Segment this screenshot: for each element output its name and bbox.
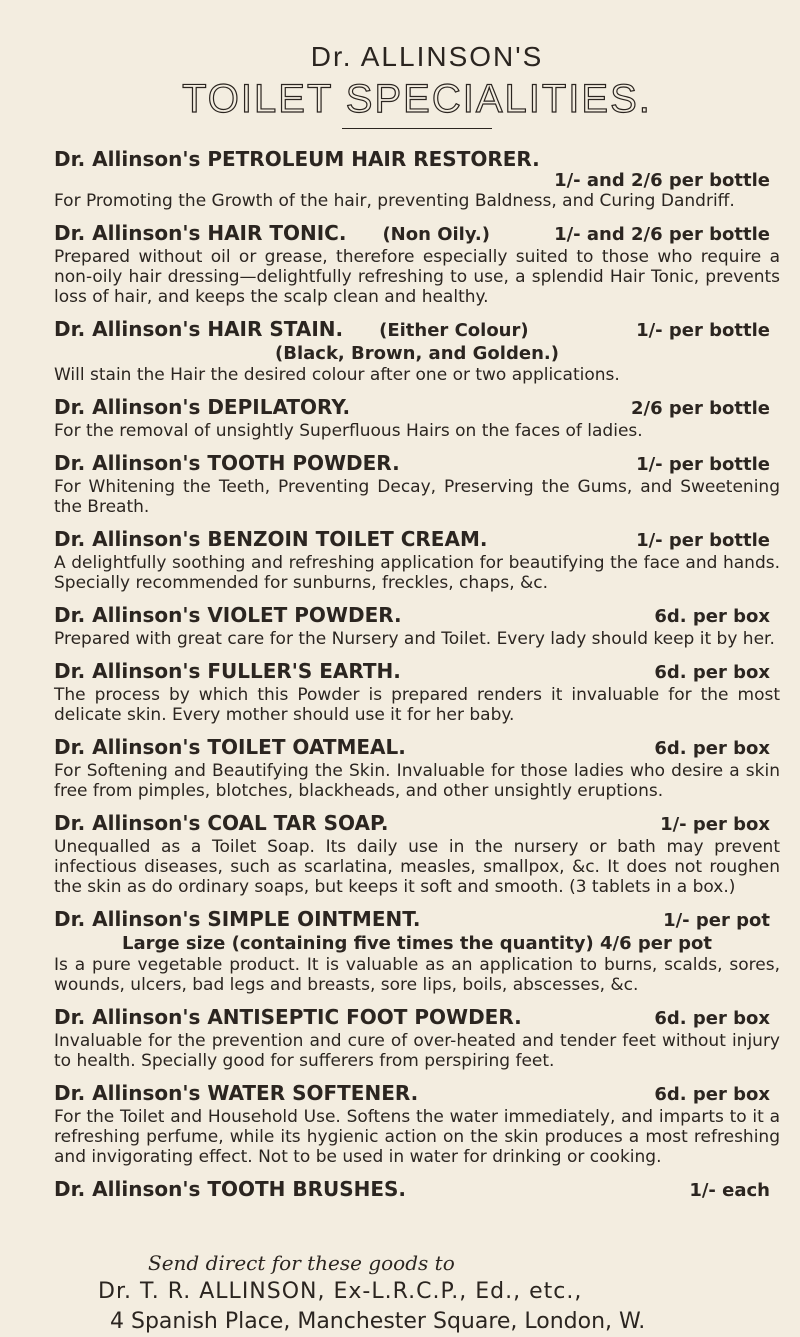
product-entry: [54, 527, 780, 593]
product-name: Dr. Allinson's SIMPLE OINTMENT.: [54, 907, 421, 931]
product-description: For the Toilet and Household Use. Softens the water immediately, and imparts to it a refreshing perfume, while its hygienic action on the skin produces a most refreshing and invigorating effect. Not to be used in water for drinking or cooking.: [54, 1107, 780, 1167]
product-entry: [54, 1081, 780, 1167]
product-price: 1/- per bottle: [636, 320, 770, 341]
product-entry: [54, 1177, 780, 1203]
product-entry: [54, 603, 780, 649]
page-title: TOILET SPECIALITIES.: [182, 77, 652, 121]
product-description: For Softening and Beautifying the Skin. Invaluable for those ladies who desire a skin free from pimples, blotches, blackheads, and other unsightly eruptions.: [54, 761, 780, 801]
product-entry: [54, 317, 780, 385]
product-price: 6d. per box: [654, 606, 770, 627]
product-title-line: [54, 1005, 780, 1031]
product-name: Dr. Allinson's ANTISEPTIC FOOT POWDER.: [54, 1005, 522, 1029]
product-price: 6d. per box: [654, 1084, 770, 1105]
product-price: 1/- per bottle: [636, 454, 770, 475]
product-title-line: [54, 735, 780, 761]
product-name: Dr. Allinson's WATER SOFTENER.: [54, 1081, 419, 1105]
product-price: 1/- per bottle: [636, 530, 770, 551]
product-title-line: [54, 221, 780, 247]
product-note: (Non Oily.): [382, 224, 490, 245]
product-price: 1/- and 2/6 per bottle: [554, 224, 770, 245]
product-price: 1/- per pot: [663, 910, 770, 931]
contact-name: Dr. T. R. ALLINSON, Ex-L.R.C.P., Ed., etc.,: [98, 1279, 583, 1304]
product-name: Dr. Allinson's COAL TAR SOAP.: [54, 811, 389, 835]
product-description: Prepared without oil or grease, therefore especially suited to those who require a non-oily hair dressing—delightfully refreshing to use, a splendid Hair Tonic, prevents loss of hair, and keeps the scalp clean and healthy.: [54, 247, 780, 307]
product-name: Dr. Allinson's TOOTH BRUSHES.: [54, 1177, 407, 1201]
product-description: Will stain the Hair the desired colour after one or two applications.: [54, 365, 620, 385]
product-price: 1/- per box: [660, 814, 770, 835]
product-description: Is a pure vegetable product. It is valuable as an application to burns, scalds, sores, wounds, ulcers, bad legs and breasts, sore lips, boils, abscesses, &c.: [54, 955, 780, 995]
product-entry: [54, 735, 780, 801]
product-entry: [54, 811, 780, 897]
product-price: 1/- and 2/6 per bottle: [554, 170, 770, 191]
product-title-line: [54, 317, 780, 343]
product-name: Dr. Allinson's BENZOIN TOILET CREAM.: [54, 527, 488, 551]
product-description: Prepared with great care for the Nursery and Toilet. Every lady should keep it by her.: [54, 629, 775, 649]
product-title-line: [54, 603, 780, 629]
product-price: 2/6 per bottle: [631, 398, 770, 419]
product-price: 6d. per box: [654, 662, 770, 683]
product-name: Dr. Allinson's HAIR TONIC.: [54, 221, 347, 245]
product-name: Dr. Allinson's TOILET OATMEAL.: [54, 735, 406, 759]
product-title-line: [54, 811, 780, 837]
product-price: 1/- each: [689, 1180, 770, 1201]
product-title-line: [54, 1081, 780, 1107]
contact-block: [54, 1249, 780, 1337]
product-variant-note: Large size (containing five times the quantity) 4/6 per pot: [121, 933, 713, 954]
product-entry: [54, 221, 780, 307]
product-title-line: [54, 147, 780, 171]
product-description: Invaluable for the prevention and cure of over-heated and tender feet without injury to health. Specially good for sufferers from perspiring feet.: [54, 1031, 780, 1071]
product-entry: [54, 147, 780, 211]
product-entry: [54, 659, 780, 725]
product-price: 6d. per box: [654, 738, 770, 759]
product-name: Dr. Allinson's TOOTH POWDER.: [54, 451, 400, 475]
product-title-line: [54, 451, 780, 477]
contact-address: 4 Spanish Place, Manchester Square, London, W.: [110, 1309, 646, 1334]
product-description: For Whitening the Teeth, Preventing Decay, Preserving the Gums, and Sweetening the Breath.: [54, 477, 780, 517]
contact-lead: Send direct for these goods to: [148, 1251, 455, 1275]
product-title-line: [54, 659, 780, 685]
product-entry: [54, 451, 780, 517]
product-name: Dr. Allinson's VIOLET POWDER.: [54, 603, 402, 627]
product-description: A delightfully soothing and refreshing application for beautifying the face and hands. Specially recommended for sunburns, freckles, chaps, &c.: [54, 553, 780, 593]
product-price: 6d. per box: [654, 1008, 770, 1029]
product-list: [54, 147, 780, 1203]
product-title-line: [54, 907, 780, 933]
title-rule: [342, 128, 492, 129]
product-title-line: [54, 395, 780, 421]
header-subtitle: Dr. ALLINSON'S: [310, 41, 544, 72]
product-description: For Promoting the Growth of the hair, preventing Baldness, and Curing Dandriff.: [54, 191, 735, 211]
product-entry: [54, 1005, 780, 1071]
product-name: Dr. Allinson's DEPILATORY.: [54, 395, 351, 419]
product-entry: [54, 907, 780, 995]
product-description: The process by which this Powder is prepared renders it invaluable for the most delicate skin. Every mother should use it for her baby.: [54, 685, 780, 725]
product-variant-note: (Black, Brown, and Golden.): [275, 343, 559, 364]
product-name: Dr. Allinson's FULLER'S EARTH.: [54, 659, 401, 683]
product-note: (Either Colour): [379, 320, 529, 341]
product-name: Dr. Allinson's PETROLEUM HAIR RESTORER.: [54, 147, 540, 171]
product-title-line: [54, 527, 780, 553]
product-entry: [54, 395, 780, 441]
product-name: Dr. Allinson's HAIR STAIN.: [54, 317, 344, 341]
product-title-line: [54, 1177, 780, 1203]
product-description: For the removal of unsightly Superfluous Hairs on the faces of ladies.: [54, 421, 643, 441]
product-description: Unequalled as a Toilet Soap. Its daily use in the nursery or bath may prevent infectious diseases, such as scarlatina, measles, smallpox, &c. It does not roughen the skin as do ordinary soaps, but keeps it soft and smooth. (3 tablets in a box.): [54, 837, 780, 897]
